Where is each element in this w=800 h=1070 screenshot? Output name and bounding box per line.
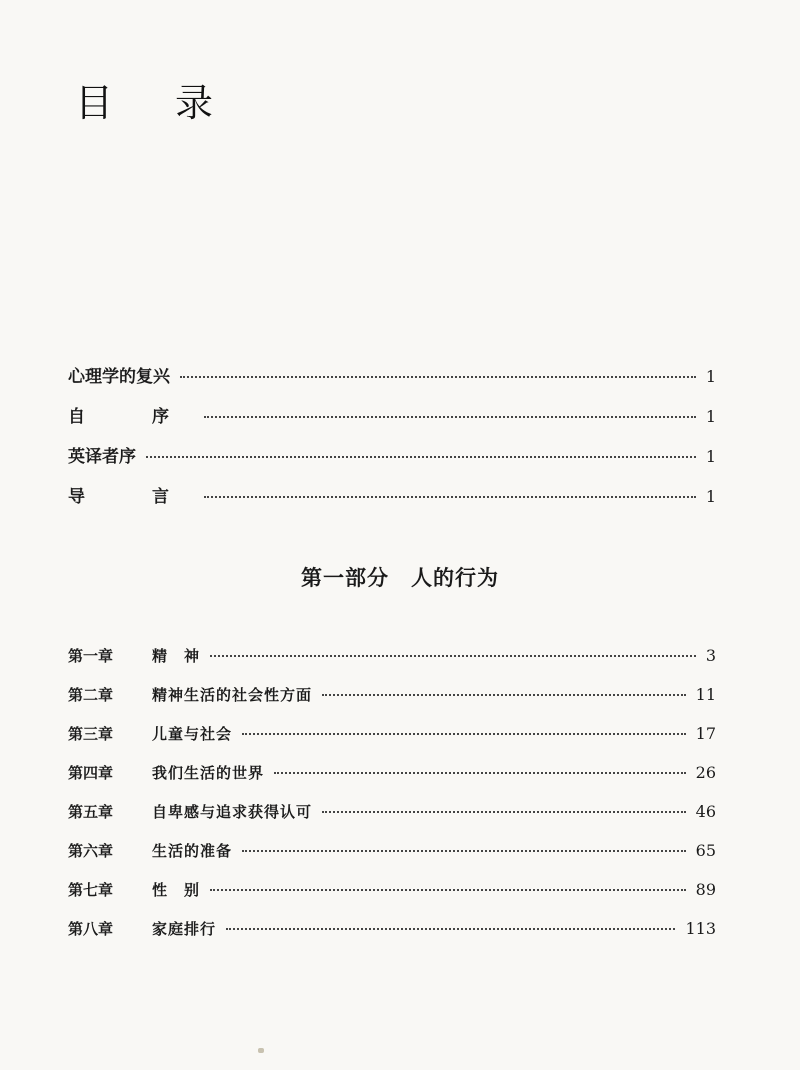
part-heading: 第一部分 人的行为 [301,566,499,590]
chapter-entry [68,645,716,666]
chapter-title: 精神生活的社会性方面 [152,686,313,704]
toc-entry [68,482,716,507]
leader-dots [146,456,696,458]
leader-dots [322,811,686,813]
toc-entry-page: 1 [705,367,716,386]
toc-entry [68,442,716,467]
title-char-1: 目 [75,81,114,125]
chapter-number: 第七章 [68,881,114,899]
show-through-text [70,100,710,340]
chapter-entry [68,879,716,900]
chapter-page: 17 [695,724,716,743]
chapter-number: 第一章 [68,647,114,665]
leader-dots [226,928,675,930]
chapter-number: 第五章 [68,803,114,821]
toc-entry-page: 1 [705,407,716,426]
toc-entry-label: 自 序 [68,407,194,427]
chapter-number: 第四章 [68,764,114,782]
chapter-page: 11 [695,685,716,704]
chapter-title: 儿童与社会 [152,725,233,743]
chapter-entry [68,918,716,939]
toc-entry [68,362,716,387]
toc-entry-label: 英译者序 [68,447,136,467]
chapter-page: 113 [685,919,716,938]
chapter-number: 第三章 [68,725,114,743]
leader-dots [274,772,686,774]
toc-entry-page: 1 [705,487,716,506]
toc-entry-page: 1 [705,447,716,466]
leader-dots [204,416,696,418]
leader-dots [242,850,686,852]
leader-dots [180,376,696,378]
leader-dots [204,496,696,498]
leader-dots [210,655,696,657]
chapter-entry [68,801,716,822]
chapter-page: 46 [695,802,716,821]
chapter-entry [68,684,716,705]
chapter-page: 89 [695,880,716,899]
paper-speck [258,1048,264,1053]
page-title [75,72,213,127]
leader-dots [210,889,686,891]
chapter-title: 性 别 [152,881,201,899]
chapter-number: 第八章 [68,920,114,938]
toc-entry-label: 导 言 [68,487,194,507]
chapter-page: 65 [695,841,716,860]
chapter-title: 生活的准备 [152,842,233,860]
leader-dots [242,733,686,735]
chapter-title: 我们生活的世界 [152,764,265,782]
chapter-entry [68,840,716,861]
chapter-title: 精 神 [152,647,201,665]
chapter-number: 第六章 [68,842,114,860]
chapter-entry [68,723,716,744]
leader-dots [322,694,686,696]
chapter-entry [68,762,716,783]
chapter-title: 家庭排行 [152,920,217,938]
chapter-title: 自卑感与追求获得认可 [152,803,313,821]
toc-entry-label: 心理学的复兴 [68,367,170,387]
toc-entry [68,402,716,427]
chapter-page: 26 [695,763,716,782]
title-char-2: 录 [175,81,214,125]
chapter-page: 3 [705,646,716,665]
chapter-number: 第二章 [68,686,114,704]
